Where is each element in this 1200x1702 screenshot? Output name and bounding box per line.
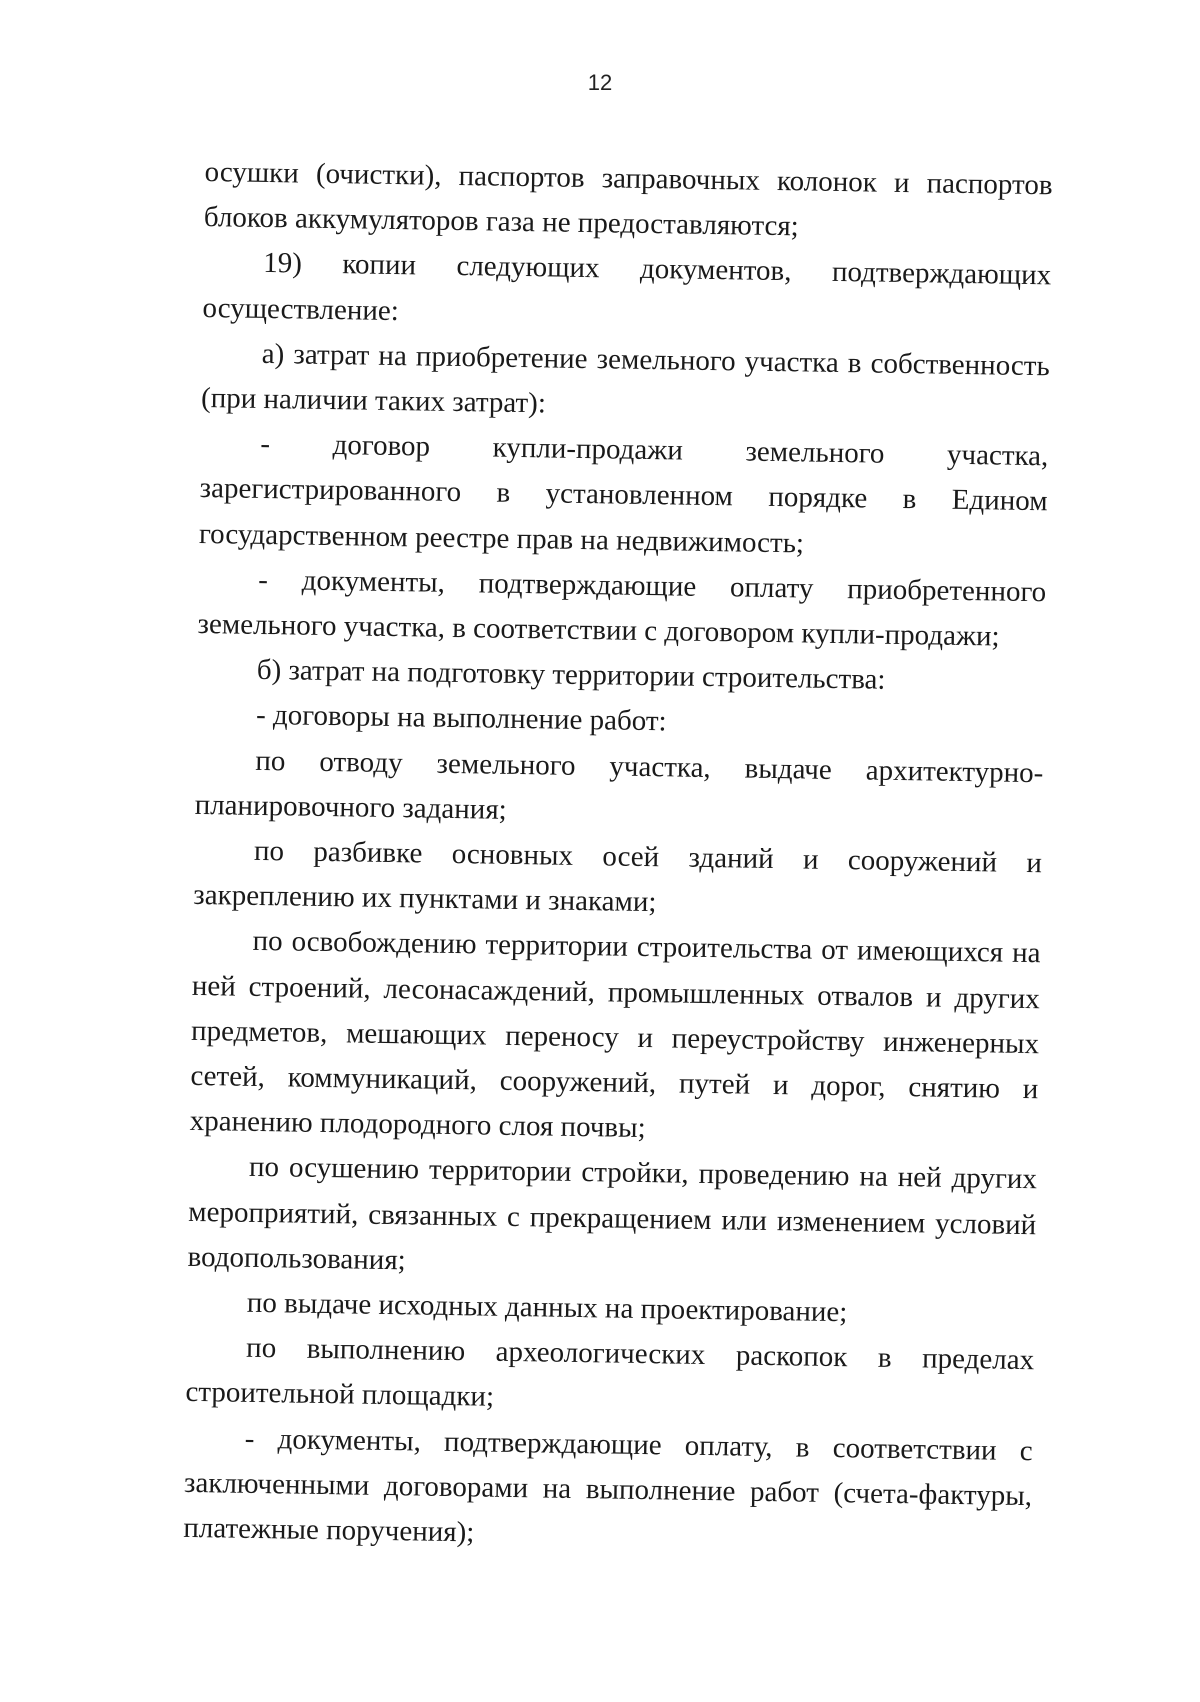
paragraph: по осушению территории стройки, проведению на ней других мероприятий, связанных с прекращением или изменением условий водопользования; <box>187 1151 1038 1277</box>
paragraph: - договор купли-продажи земельного участка, зарегистрированного в установленном порядке в Едином государственном реестре прав на недвижимость; <box>198 428 1049 560</box>
paragraph: - документы, подтверждающие оплату, в соответствии с заключенными договорами на выполнение работ (счета-фактуры, платежные поручения); <box>183 1422 1033 1549</box>
paragraph: - договоры на выполнение работ: <box>255 699 667 738</box>
paragraph: б) затрат на подготовку территории строительства: <box>256 654 886 696</box>
paragraph: по выполнению археологических раскопок в пределах строительной площадки; <box>185 1332 1035 1414</box>
paragraph: по разбивке основных осей зданий и сооружений и закреплению их пунктами и знаками; <box>193 834 1043 919</box>
page-number: 12 <box>587 70 613 95</box>
paragraph: осушки (очистки), паспортов заправочных колонок и паспортов блоков аккумуляторов газа не предоставляются; <box>203 155 1053 243</box>
paragraph: - документы, подтверждающие оплату приобретенного земельного участка, в соответствии с договором купли-продажи; <box>197 563 1047 653</box>
paragraph: по освобождению территории строительства от имеющихся на ней строений, лесонасаждений, промышленных отвалов и других предметов, мешающих переносу и переустройству инженерных сетей, коммуникаций, сооружений, путей и дорог, снятию и хранению плодородного слоя почвы; <box>189 925 1041 1145</box>
paragraph: по выдаче исходных данных на проектирование; <box>246 1286 848 1329</box>
paragraph: по отводу земельного участка, выдаче архитектурно-планировочного задания; <box>194 744 1044 826</box>
paragraph: а) затрат на приобретение земельного участка в собственность (при наличии таких затрат): <box>200 337 1050 420</box>
document-body <box>183 150 1053 1564</box>
paragraph: 19) копии следующих документов, подтверждающих осуществление: <box>202 247 1052 327</box>
